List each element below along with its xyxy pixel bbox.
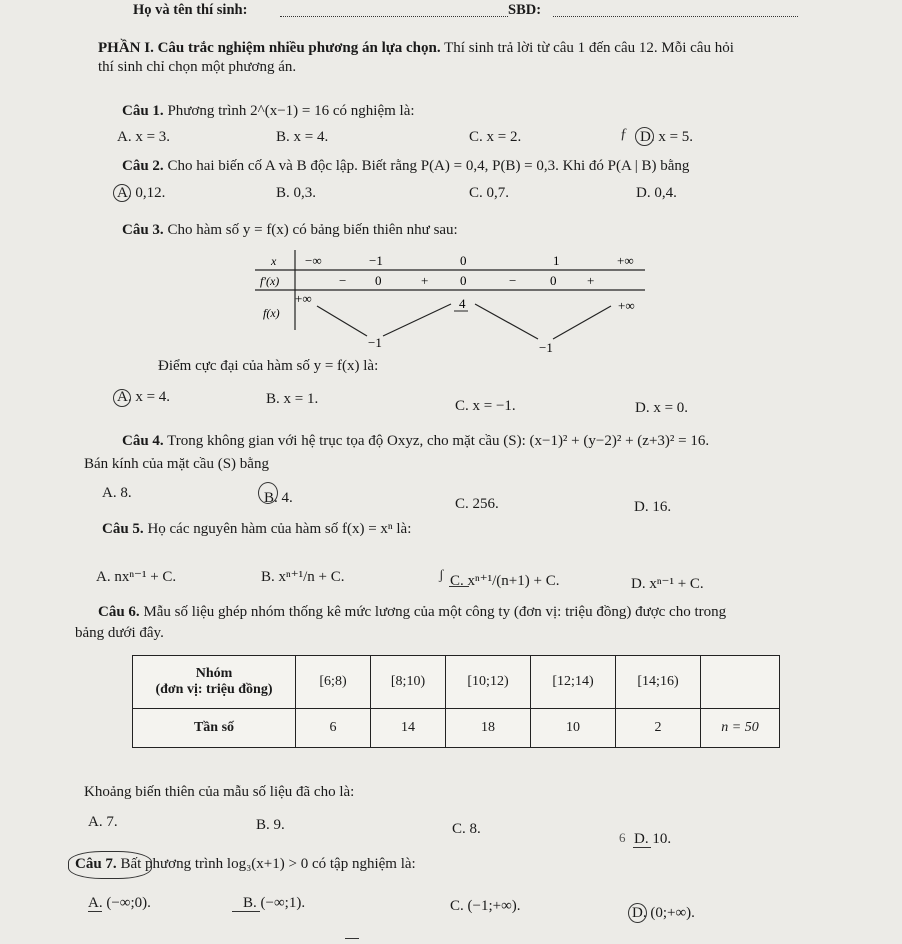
- name-blank: [280, 3, 508, 17]
- vt-x-m1: −1: [369, 253, 383, 268]
- q5-pen-mark: ʃ: [439, 568, 444, 583]
- frequency-table: [132, 655, 780, 748]
- q7-label: Câu 7.: [75, 856, 117, 872]
- q5-option-b[interactable]: B. xⁿ⁺¹/n + C.: [261, 569, 345, 585]
- vt-fp-z1: 0: [375, 273, 382, 288]
- q6-answer-underline: [633, 847, 651, 848]
- vt-fp-z2: 0: [460, 273, 467, 288]
- q4-text: Trong không gian với hệ trục tọa độ Oxyz, cho mặt cầu (S): (x−1)² + (y−2)² + (z+3)² = 16.: [167, 433, 710, 449]
- q6-text: Mẫu số liệu ghép nhóm thống kê mức lương của một công ty (đơn vị: triệu đồng) được cho trong: [143, 604, 727, 620]
- q1-label: Câu 1.: [122, 103, 164, 119]
- vt-x-pos-inf: +∞: [617, 253, 634, 268]
- q3-option-b[interactable]: B. x = 1.: [266, 391, 319, 407]
- vt-f-min1: −1: [368, 335, 382, 350]
- q6-stem: [98, 604, 726, 621]
- freq-header-unit: (đơn vị: triệu đồng): [155, 682, 273, 697]
- freq-value-3: 18: [446, 709, 531, 748]
- q1-option-a[interactable]: A. x = 3.: [117, 129, 171, 145]
- q1-text: Phương trình 2^(x−1) = 16 có nghiệm là:: [167, 103, 415, 119]
- vt-x-1: 1: [553, 253, 560, 268]
- page-footer-dash: [345, 938, 359, 939]
- vt-arrow-down-2: [475, 304, 538, 339]
- q1-option-b[interactable]: B. x = 4.: [276, 129, 329, 145]
- freq-group-3: [10;12): [446, 656, 531, 709]
- vt-x-neg-inf: −∞: [305, 253, 322, 268]
- sbd-label: SBD:: [508, 2, 542, 18]
- q3-text: Cho hàm số y = f(x) có bảng biến thiên như sau:: [167, 222, 458, 238]
- q5-option-c[interactable]: C. xⁿ⁺¹/(n+1) + C.: [450, 573, 560, 589]
- q5-text: Họ các nguyên hàm của hàm số f(x) = xⁿ là:: [147, 521, 412, 537]
- q7-option-b-underline: [232, 911, 260, 912]
- q1-option-d[interactable]: D. x = 5.: [640, 129, 694, 145]
- vt-x-0: 0: [460, 253, 467, 268]
- q7-option-a-underline: [88, 911, 102, 912]
- vt-fp-s2: +: [421, 273, 429, 288]
- q3-option-c[interactable]: C. x = −1.: [455, 398, 516, 414]
- vt-x-label: x: [271, 254, 277, 268]
- freq-value-4: 10: [531, 709, 616, 748]
- q4-answer-circle: [258, 482, 278, 504]
- q7-label-circle: [68, 851, 152, 879]
- vt-arrow-up-1: [383, 304, 451, 336]
- part1-line2: thí sinh chỉ chọn một phương án.: [98, 59, 297, 75]
- q5-option-a[interactable]: A. nxⁿ⁻¹ + C.: [96, 569, 177, 585]
- q6-option-b[interactable]: B. 9.: [256, 817, 285, 833]
- q6-question: Khoảng biến thiên của mẫu số liệu đã cho là:: [84, 784, 358, 801]
- vt-f-min2: −1: [539, 340, 553, 355]
- q2-option-b[interactable]: B. 0,3.: [276, 185, 317, 201]
- q2-option-a[interactable]: A. 0,12.: [117, 185, 166, 201]
- part1-title: PHẦN I. Câu trắc nghiệm nhiều phương án lựa chọn.: [98, 40, 441, 56]
- freq-header-group: Nhóm: [195, 666, 233, 681]
- q4-stem: [122, 433, 709, 450]
- vt-f-pos-inf-right: +∞: [618, 298, 635, 313]
- q1-stem: [122, 103, 415, 120]
- q6-option-a[interactable]: A. 7.: [88, 814, 118, 830]
- freq-value-2: 14: [371, 709, 446, 748]
- q6-option-c[interactable]: C. 8.: [452, 821, 481, 837]
- freq-header-cell: [133, 656, 296, 709]
- q3-label: Câu 3.: [122, 222, 164, 238]
- vt-fp-s4: +: [587, 273, 595, 288]
- freq-group-1: [6;8): [296, 656, 371, 709]
- q3-option-a[interactable]: A. x = 4.: [117, 389, 171, 405]
- name-label: Họ và tên thí sinh:: [133, 2, 248, 18]
- q6-stem-2: bảng dưới đây.: [75, 625, 164, 641]
- q4-option-d[interactable]: D. 16.: [634, 499, 672, 515]
- q6-label: Câu 6.: [98, 604, 140, 620]
- sbd-blank: [553, 3, 798, 17]
- variation-table: [255, 250, 650, 360]
- q4-option-a[interactable]: A. 8.: [102, 485, 132, 501]
- q2-option-c[interactable]: C. 0,7.: [469, 185, 510, 201]
- part1-rest: Thí sinh trả lời từ câu 1 đến câu 12. Mỗi câu hỏi: [444, 40, 734, 56]
- vt-f-max: 4: [459, 296, 466, 311]
- vt-arrow-down-1: [317, 306, 367, 336]
- part1-line1: [98, 40, 734, 57]
- q7-option-c[interactable]: C. (−1;+∞).: [450, 898, 521, 914]
- vt-arrow-up-2: [553, 306, 611, 339]
- q3-answer-circle: [113, 389, 131, 407]
- freq-group-6: [701, 656, 780, 709]
- vt-f-pos-inf-left: +∞: [295, 291, 312, 306]
- freq-total: n = 50: [701, 709, 780, 748]
- q1-pen-mark: ƒ: [620, 126, 628, 142]
- q2-option-d[interactable]: D. 0,4.: [636, 185, 677, 201]
- q4-label: Câu 4.: [122, 433, 164, 449]
- freq-label: Tần số: [133, 709, 296, 748]
- q7-option-a[interactable]: A. (−∞;0).: [88, 895, 151, 911]
- q4-option-c[interactable]: C. 256.: [455, 496, 499, 512]
- q1-answer-circle: [635, 127, 654, 146]
- freq-group-2: [8;10): [371, 656, 446, 709]
- q7-option-d[interactable]: D. (0;+∞).: [632, 905, 695, 921]
- q5-option-d[interactable]: D. xⁿ⁻¹ + C.: [631, 576, 704, 592]
- q6-pen-mark: 6: [619, 830, 626, 845]
- q5-stem: [102, 521, 411, 538]
- vt-fp-s3: −: [509, 273, 517, 288]
- q2-text: Cho hai biến cố A và B độc lập. Biết rằng P(A) = 0,4, P(B) = 0,3. Khi đó P(A | B) bằng: [167, 158, 690, 174]
- vt-fp-z3: 0: [550, 273, 557, 288]
- q1-option-c[interactable]: C. x = 2.: [469, 129, 522, 145]
- q6-option-d[interactable]: D. 10.: [634, 831, 672, 847]
- q5-answer-underline: [449, 586, 469, 587]
- q2-answer-circle: [113, 184, 131, 202]
- vt-fp-label: f′(x): [260, 274, 280, 288]
- q7-answer-circle: [628, 903, 647, 923]
- freq-value-5: 2: [616, 709, 701, 748]
- q7-option-b[interactable]: B. (−∞;1).: [243, 895, 306, 911]
- freq-value-1: 6: [296, 709, 371, 748]
- q2-label: Câu 2.: [122, 158, 164, 174]
- freq-group-5: [14;16): [616, 656, 701, 709]
- vt-fp-s1: −: [339, 273, 347, 288]
- q5-label: Câu 5.: [102, 521, 144, 537]
- q4-stem-2: Bán kính của mặt cầu (S) bằng: [84, 456, 269, 472]
- q3-stem: [122, 222, 458, 239]
- q7-text: Bất phương trình log₃(x+1) > 0 có tập nghiệm là:: [120, 856, 416, 872]
- freq-group-4: [12;14): [531, 656, 616, 709]
- vt-f-label: f(x): [263, 306, 280, 320]
- q3-question: Điểm cực đại của hàm số y = f(x) là:: [158, 358, 379, 374]
- q2-stem: [122, 158, 689, 175]
- q3-option-d[interactable]: D. x = 0.: [635, 400, 689, 416]
- q4-option-b[interactable]: B. 4.: [264, 490, 293, 506]
